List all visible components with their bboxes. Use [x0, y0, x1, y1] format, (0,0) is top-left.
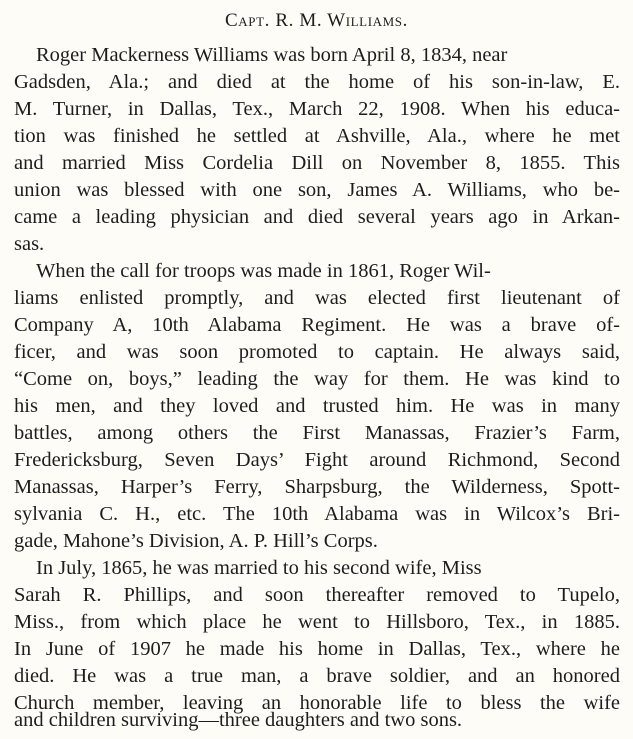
text-line: tion was finished he settled at Ashville, Ala., where he met: [14, 125, 620, 147]
text-line: “Come on, boys,” leading the way for them. He was kind to: [14, 368, 620, 390]
text-line: liams enlisted promptly, and was elected first lieutenant of: [14, 287, 620, 309]
text-line: and married Miss Cordelia Dill on November 8, 1855. This: [14, 152, 620, 174]
text-line: Gadsden, Ala.; and died at the home of his son-in-law, E.: [14, 71, 620, 93]
text-line: In July, 1865, he was married to his second wife, Miss: [36, 557, 482, 579]
text-line: When the call for troops was made in 1861, Roger Wil-: [36, 260, 491, 282]
text-line: sas.: [14, 233, 45, 255]
text-line: gade, Mahone’s Division, A. P. Hill’s Corps.: [14, 530, 378, 552]
text-line: Fredericksburg, Seven Days’ Fight around Richmond, Second: [14, 449, 620, 471]
text-line: In June of 1907 he made his home in Dallas, Tex., where he: [14, 638, 620, 660]
article-title: Capt. R. M. Williams.: [225, 10, 408, 31]
text-line: Manassas, Harper’s Ferry, Sharpsburg, the Wilderness, Spott-: [14, 476, 620, 498]
text-line: came a leading physician and died several years ago in Arkan-: [14, 206, 620, 228]
text-line: battles, among others the First Manassas, Frazier’s Farm,: [14, 422, 620, 444]
text-line: ficer, and was soon promoted to captain. He always said,: [14, 341, 620, 363]
text-line: and children surviving—three daughters and two sons.: [14, 709, 463, 731]
text-line: Roger Mackerness Williams was born April 8, 1834, near: [36, 44, 508, 66]
text-line: Company A, 10th Alabama Regiment. He was a brave of-: [14, 314, 620, 336]
text-line: Miss., from which place he went to Hillsboro, Tex., in 1885.: [14, 611, 620, 633]
text-line: Church member, leaving an honorable life to bless the wife: [14, 692, 620, 714]
text-line: died. He was a true man, a brave soldier, and an honored: [14, 665, 620, 687]
text-line: sylvania C. H., etc. The 10th Alabama was in Wilcox’s Bri-: [14, 503, 620, 525]
text-line: M. Turner, in Dallas, Tex., March 22, 1908. When his educa-: [14, 98, 620, 120]
text-line: union was blessed with one son, James A. Williams, who be-: [14, 179, 620, 201]
text-line: his men, and they loved and trusted him. He was in many: [14, 395, 620, 417]
text-line: Sarah R. Phillips, and soon thereafter removed to Tupelo,: [14, 584, 620, 606]
